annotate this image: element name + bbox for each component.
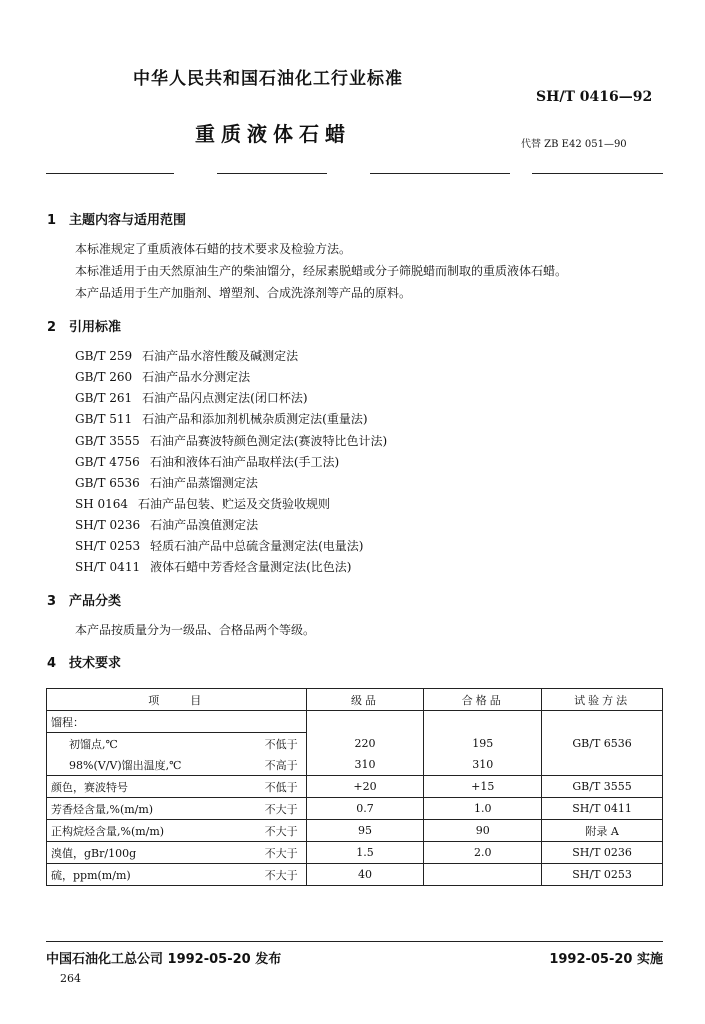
table-row — [47, 820, 663, 842]
row-qualified: 90 — [424, 820, 542, 842]
reference-code: SH/T 0253 — [75, 539, 141, 553]
reference-title: 石油产品包装、贮运及交货验收规则 — [138, 497, 331, 511]
row-item: 芳香烃含量,%(m/m) — [47, 798, 232, 820]
section-number: 1 — [47, 213, 57, 228]
reference-item — [75, 368, 250, 385]
header-rule-right — [532, 173, 663, 174]
row-qualified — [424, 711, 542, 733]
reference-code: GB/T 511 — [75, 412, 133, 426]
reference-item — [75, 453, 339, 470]
table-row — [47, 842, 663, 864]
row-method: GB/T 3555 — [542, 776, 663, 798]
technical-requirements-table — [46, 688, 663, 886]
row-condition: 不大于 — [231, 820, 306, 842]
reference-code: GB/T 260 — [75, 370, 133, 384]
section-title: 主题内容与适用范围 — [69, 213, 187, 228]
section-3-heading — [47, 590, 121, 609]
table-header-row — [47, 689, 663, 711]
reference-code: GB/T 261 — [75, 391, 133, 405]
row-condition: 不低于 — [231, 776, 306, 798]
row-qualified — [424, 864, 542, 886]
row-condition: 不高于 — [231, 754, 306, 776]
header-rule-middle — [217, 173, 327, 174]
row-condition: 不大于 — [231, 798, 306, 820]
effective-date: 1992-05-20 实施 — [549, 952, 663, 967]
table-row — [47, 733, 663, 755]
header-rule-left — [46, 173, 174, 174]
row-condition: 不大于 — [231, 864, 306, 886]
row-item: 98%(V/V)馏出温度,℃ — [47, 754, 232, 776]
section-2-heading — [47, 316, 121, 335]
row-condition: 不大于 — [231, 842, 306, 864]
table-row — [47, 776, 663, 798]
reference-code: GB/T 4756 — [75, 455, 140, 469]
row-grade1: 220 — [306, 733, 424, 755]
footer-rule — [46, 941, 663, 942]
row-qualified: +15 — [424, 776, 542, 798]
reference-item — [75, 537, 363, 554]
section-4-heading — [47, 652, 121, 671]
row-condition: 不低于 — [264, 737, 298, 751]
row-item: 初馏点,℃ — [47, 733, 232, 755]
row-method — [542, 754, 663, 776]
reference-title: 石油产品水溶性酸及碱测定法 — [142, 349, 299, 363]
reference-title: 石油和液体石油产品取样法(手工法) — [149, 455, 340, 469]
header-qualified: 合格品 — [424, 689, 542, 711]
standard-organization-title: 中华人民共和国石油化工行业标准 — [133, 69, 403, 89]
section-title: 引用标准 — [69, 320, 122, 335]
row-grade1: 310 — [306, 754, 424, 776]
reference-item — [75, 474, 258, 491]
reference-item — [75, 432, 387, 449]
row-qualified: 310 — [424, 754, 542, 776]
row-qualified: 1.0 — [424, 798, 542, 820]
reference-code: GB/T 259 — [75, 349, 133, 363]
row-method: SH/T 0236 — [542, 842, 663, 864]
row-grade1: 1.5 — [306, 842, 424, 864]
row-method: SH/T 0411 — [542, 798, 663, 820]
table-row — [47, 711, 663, 733]
row-item: 正构烷烃含量,%(m/m) — [47, 820, 232, 842]
section-number: 4 — [47, 656, 57, 671]
reference-title: 液体石蜡中芳香烃含量测定法(比色法) — [150, 560, 352, 574]
reference-code: SH 0164 — [75, 497, 129, 511]
standard-code: SH/T 0416—92 — [536, 89, 653, 105]
reference-title: 石油产品溴值测定法 — [150, 518, 259, 532]
row-method: 附录 A — [542, 820, 663, 842]
section-title: 产品分类 — [69, 594, 122, 609]
section-1-heading — [47, 209, 186, 228]
section-1-paragraph: 本产品适用于生产加脂剂、增塑剂、合成洗涤剂等产品的原料。 — [75, 286, 412, 300]
section-title: 技术要求 — [69, 656, 122, 671]
row-method — [542, 711, 663, 733]
reference-code: GB/T 3555 — [75, 434, 140, 448]
row-method: SH/T 0253 — [542, 864, 663, 886]
replaces-note: 代替 ZB E42 051—90 — [521, 139, 627, 150]
header-method: 试验方法 — [542, 689, 663, 711]
section-1-paragraph: 本标准适用于由天然原油生产的柴油馏分，经尿素脱蜡或分子筛脱蜡而制取的重质液体石蜡。 — [75, 264, 568, 278]
row-condition — [231, 711, 306, 733]
reference-item — [75, 516, 258, 533]
row-item: 颜色，赛波特号 — [47, 776, 232, 798]
reference-title: 石油产品蒸馏测定法 — [149, 476, 258, 490]
table-row — [47, 754, 663, 776]
row-qualified: 195 — [424, 733, 542, 755]
section-number: 3 — [47, 594, 57, 609]
reference-title: 石油产品赛波特颜色测定法(赛波特比色计法) — [149, 434, 388, 448]
row-item: 溴值，gBr/100g — [47, 842, 232, 864]
section-1-paragraph: 本标准规定了重质液体石蜡的技术要求及检验方法。 — [75, 242, 352, 256]
row-grade1 — [306, 711, 424, 733]
section-3-paragraph: 本产品按质量分为一级品、合格品两个等级。 — [75, 623, 316, 637]
reference-code: SH/T 0411 — [75, 560, 141, 574]
row-grade1: +20 — [306, 776, 424, 798]
reference-title: 石油产品和添加剂机械杂质测定法(重量法) — [142, 412, 368, 426]
reference-item — [75, 495, 330, 512]
reference-item — [75, 347, 298, 364]
header-grade1: 级品 — [306, 689, 424, 711]
reference-title: 轻质石油产品中总硫含量测定法(电量法) — [150, 539, 364, 553]
reference-item — [75, 410, 368, 427]
page-title: 重质液体石蜡 — [195, 122, 351, 146]
reference-code: GB/T 6536 — [75, 476, 140, 490]
table-row — [47, 798, 663, 820]
reference-code: SH/T 0236 — [75, 518, 141, 532]
section-number: 2 — [47, 320, 57, 335]
reference-title: 石油产品水分测定法 — [142, 370, 251, 384]
publish-info: 中国石油化工总公司 1992-05-20 发布 — [46, 952, 282, 967]
reference-item — [75, 389, 308, 406]
row-item: 硫，ppm(m/m) — [47, 864, 232, 886]
reference-title: 石油产品闪点测定法(闭口杯法) — [142, 391, 308, 405]
row-item: 馏程： — [47, 711, 232, 733]
header-item: 项 目 — [47, 689, 307, 711]
row-grade1: 95 — [306, 820, 424, 842]
header-rule-center — [370, 173, 510, 174]
row-method: GB/T 6536 — [542, 733, 663, 755]
row-grade1: 40 — [306, 864, 424, 886]
row-qualified: 2.0 — [424, 842, 542, 864]
table-row — [47, 864, 663, 886]
row-grade1: 0.7 — [306, 798, 424, 820]
page-number: 264 — [60, 972, 81, 985]
reference-item — [75, 558, 351, 575]
